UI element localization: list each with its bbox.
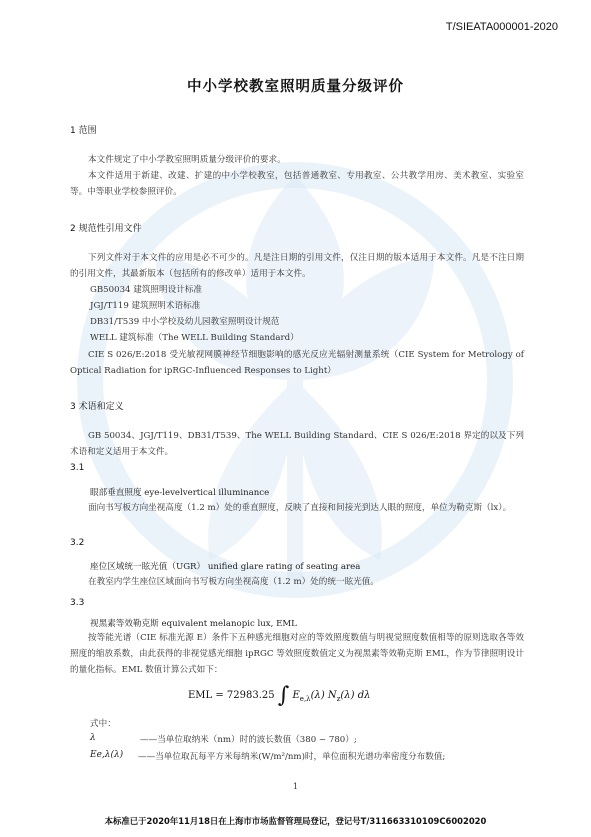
term-3-1-definition: 面向书写板方向坐视高度（1.2 m）处的垂直照度，反映了直接和间接光到达人眼的照度，单位为勒克斯（lx）。	[88, 503, 512, 513]
term-3-2	[90, 560, 360, 572]
term-3-3-en: equivalent melanopic lux, EML	[158, 619, 297, 629]
normative-reference: DB31/T539 中小学校及幼儿园教室照明设计规范	[90, 317, 280, 327]
section-2-para-1: 下列文件对于本文件的应用是必不可少的。凡是注日期的引用文件，仅注日期的版本适用于本文件。凡是不注日期的引用文件，其最新版本（包括所有的修改单）适用于本文件。	[70, 253, 524, 280]
term-3-2-definition: 在教室内学生座位区域面向书写板方向坐视高度（1.2 m）处的统一眩光值。	[88, 577, 379, 587]
term-3-1-zh: 眼部垂直照度	[90, 488, 142, 498]
symbol-e-lambda-desc: ——当单位取瓦每平方米每纳米(W/m²/nm)时，单位面积光谱功率密度分布数值;	[138, 752, 446, 762]
normative-reference: JGJ/T119 建筑照明术语标准	[90, 301, 201, 311]
term-3-3-zh: 视黑素等效勒克斯	[90, 619, 159, 629]
registration-footer: 本标准已于2020年11月18日在上海市市场监督管理局登记，登记号T/311663310109C6002020	[104, 816, 487, 826]
term-3-3	[90, 617, 297, 629]
where-label: 式中：	[90, 719, 116, 729]
page-number: 1	[292, 782, 299, 791]
clause-3-3-number: 3.3	[70, 598, 85, 608]
section-3-para-1: GB 50034、JGJ/T119、DB31/T539、The WELL Building Standard、CIE S 026/E:2018 界定的以及下列术语和定义适用于本文件。	[70, 431, 524, 458]
formula-rest: (λ) N	[310, 690, 337, 701]
document-title: 中小学校教室照明质量分级评价	[187, 79, 404, 95]
normative-reference: WELL 建筑标准（The WELL Building Standard）	[90, 333, 299, 343]
symbol-lambda: λ	[90, 733, 96, 743]
section-1-para-1: 本文件规定了中小学教室照明质量分级评价的要求。	[88, 155, 286, 165]
section-1-heading: 1 范围	[70, 126, 97, 136]
symbol-e-lambda: Ee,λ(λ)	[90, 750, 124, 760]
formula-lhs: EML = 72983.25	[188, 690, 275, 701]
formula-rest2: (λ) dλ	[340, 690, 371, 701]
section-2-heading: 2 规范性引用文件	[70, 224, 142, 234]
term-3-1-en: eye-levelvertical illuminance	[141, 488, 270, 498]
formula-integrand: E	[292, 690, 300, 701]
standard-number: T/SIEATA000001-2020	[445, 21, 558, 33]
formula-sub2: z	[336, 695, 341, 703]
symbol-lambda-desc: ——当单位取纳米（nm）时的波长数值（380 ~ 780）;	[140, 735, 357, 745]
formula-sub: e,λ	[299, 695, 311, 703]
normative-reference-cie: CIE S 026/E:2018 受光敏视网膜神经节细胞影响的感光反应光辐射测量系统（CIE System for Metrology of Optical Radiation for ipRGC-Influenced Responses to Light）	[70, 350, 524, 377]
section-3-heading: 3 术语和定义	[70, 402, 124, 412]
term-3-2-zh: 座位区域统一眩光值	[90, 562, 168, 572]
clause-3-2-number: 3.2	[70, 538, 85, 548]
term-3-1	[90, 486, 269, 498]
section-1-para-2: 本文件适用于新建、改建、扩建的中小学校教室，包括普通教室、专用教室、公共教学用房、美术教室、实验室等。中等职业学校参照评价。	[70, 171, 524, 198]
eml-formula	[188, 683, 370, 708]
integral-sign-icon: ∫	[277, 683, 290, 708]
term-3-3-definition: 按等能光谱（CIE 标准光源 E）条件下五种感光细胞对应的等效照度数值与明视觉照度数值相等的原则选取各等效照度的缩放系数，由此获得的非视觉感光细胞 ipRGC 等效照度数值定义为视黑素等效勒克斯 EML，作为节律照明设计的量化指标。EML 数值计算公式如下：	[70, 633, 524, 676]
normative-reference: GB50034 建筑照明设计标准	[90, 285, 203, 295]
term-3-2-en: （UGR） unified glare rating of seating area	[167, 562, 361, 572]
clause-3-1-number: 3.1	[70, 463, 85, 473]
